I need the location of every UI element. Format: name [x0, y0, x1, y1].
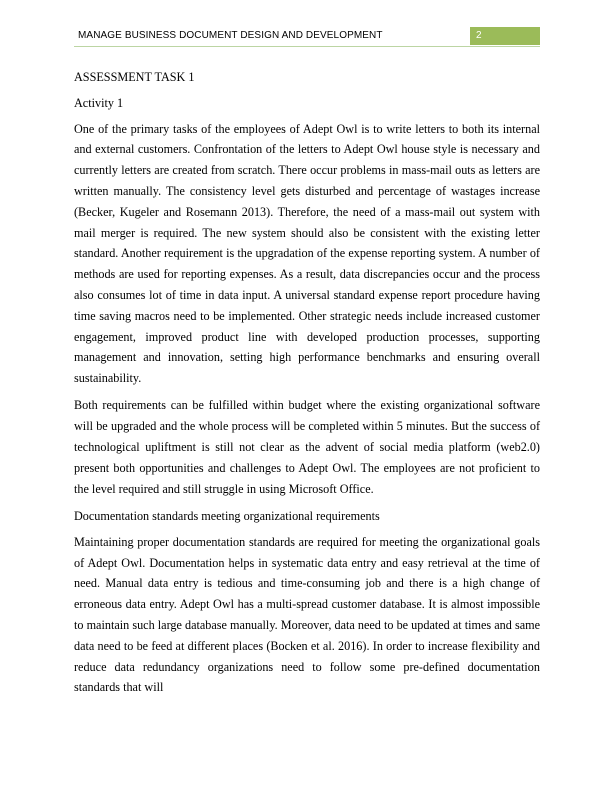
page-number: 2 [470, 27, 540, 45]
paragraph-3: Maintaining proper documentation standards are required for meeting the organizational goals of Adept Owl. Documentation helps in systematic data entry and easy retrieval at the time of need. Manual data entry is tedious and time-consuming job and there is a high change of erroneous data entry. Adept Owl has a multi-spread customer database. It is almost impossible to maintain such large database manually. Moreover, data need to be updated at times and same data need to be feed at different places (Bocken et al. 2016). In order to increase flexibility and reduce data redundancy organizations need to follow some pre-defined documentation standards that will [74, 534, 540, 695]
assessment-heading: ASSESSMENT TASK 1 [74, 70, 195, 84]
page-header [74, 27, 540, 47]
header-title: MANAGE BUSINESS DOCUMENT DESIGN AND DEVELOPMENT [78, 30, 383, 41]
paragraph-1: One of the primary tasks of the employees of Adept Owl is to write letters to both its internal and external customers. Confrontation of the letters to Adept Owl house style is necessary and currently letters are created from scratch. There occur problems in mass-mail outs as letters are written manually. The consistency level gets disturbed and percentage of wastages increase (Becker, Kugeler and Rosemann 2013). Therefore, the need of a mass-mail out system with mail merger is required. The new system should also be consistent with the existing letter standard. Another requirement is the upgradation of the expense reporting system. A number of methods are used for reporting expenses. As a result, data discrepancies occur and the process also consumes lot of time in data input. A universal standard expense report procedure having time saving macros need to be implemented. Other strategic needs include increased customer engagement, improved product line with developed production processes, supporting management and innovation, setting high performance benchmarks and ensuring overall sustainability. [74, 121, 540, 386]
document-body [74, 67, 540, 705]
activity-heading: Activity 1 [74, 95, 124, 110]
paragraph-2: Both requirements can be fulfilled within budget where the existing organizational software will be upgraded and the whole process will be completed within 5 minutes. But the success of technological upliftment is still not clear as the advent of social media platform (web2.0) present both opportunities and challenges to Adept Owl. The employees are not proficient to the level required and still struggle in using Microsoft Office. [74, 398, 540, 496]
section-heading: Documentation standards meeting organizational requirements [74, 508, 380, 523]
